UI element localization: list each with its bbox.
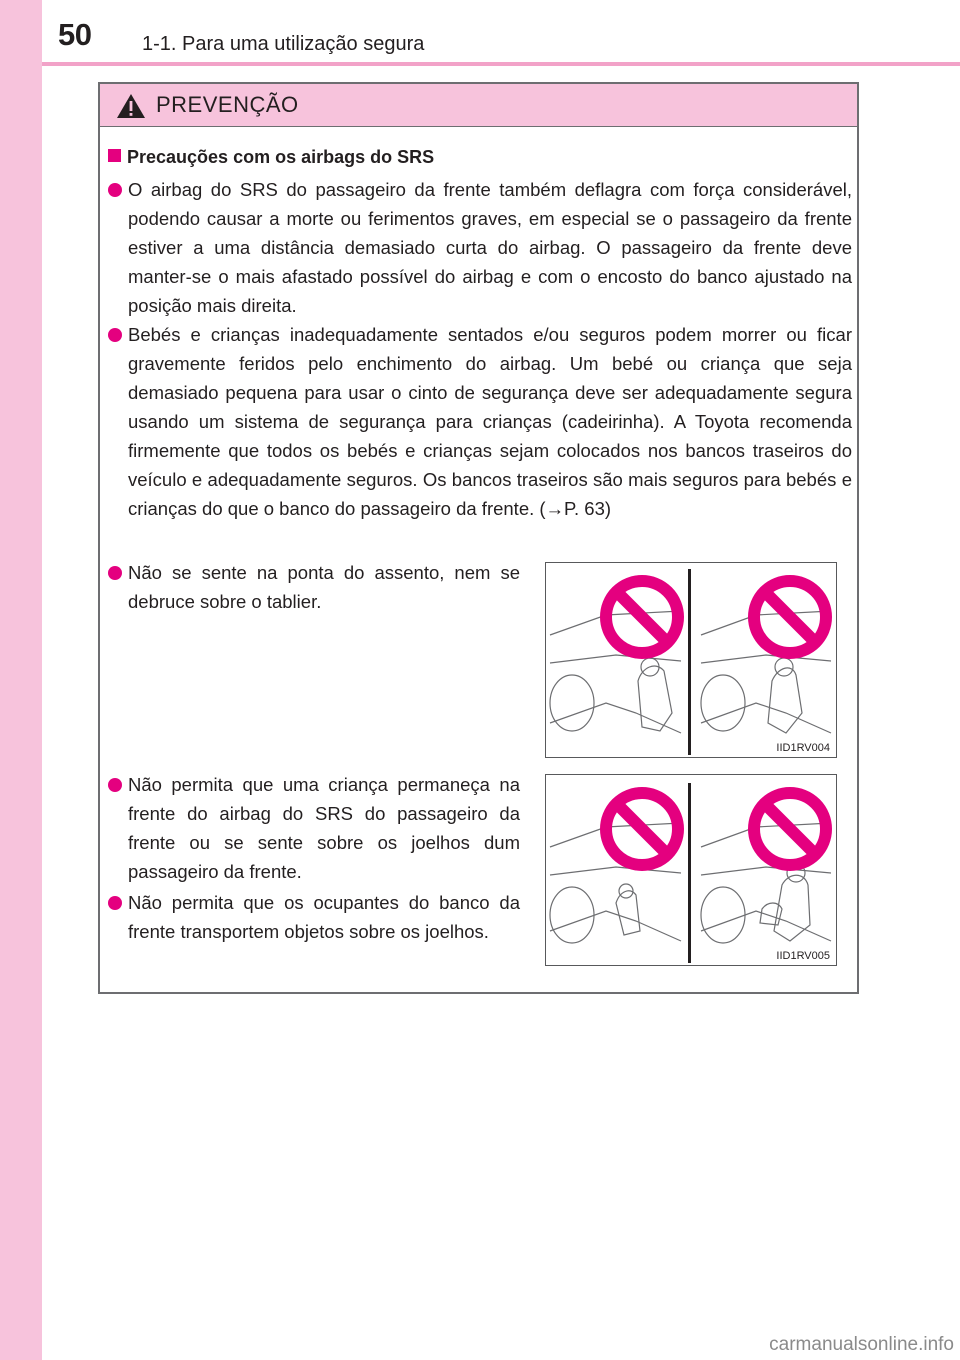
car-interior-illustration xyxy=(546,563,836,757)
list-item xyxy=(108,558,520,616)
warning-subheading xyxy=(108,146,434,168)
list-item xyxy=(108,175,852,320)
warning-header xyxy=(100,84,857,127)
list-item xyxy=(108,888,520,946)
prohibition-icon xyxy=(606,793,678,865)
subheading-text: Precauções com os airbags do SRS xyxy=(127,147,435,167)
circle-bullet-icon xyxy=(108,183,122,197)
side-color-strip xyxy=(0,0,42,1360)
page-number: 50 xyxy=(58,17,92,52)
list-item-text: Não permita que uma criança permaneça na frente do airbag do SRS do passageiro da frente ou se sente sobre os joelhos dum passageiro da frente. xyxy=(128,774,520,882)
list-item-text: Não permita que os ocupantes do banco da frente transportem objetos sobre os joelhos. xyxy=(128,892,520,942)
circle-bullet-icon xyxy=(108,328,122,342)
section-title: 1-1. Para uma utilização segura xyxy=(142,33,425,55)
list-item-text: O airbag do SRS do passageiro da frente também deflagra com força considerável, podendo causar a morte ou ferimentos graves, em especial se o passageiro da frente estiver a uma distância demasiado curta do airbag. O passageiro da frente deve manter-se o mais afastado possível do airbag e com o encosto do banco ajustado na posição mais direita. xyxy=(128,179,852,316)
list-item-text: Não se sente na ponta do assento, nem se debruce sobre o tablier. xyxy=(128,562,520,612)
warning-triangle-icon xyxy=(116,93,146,119)
list-item xyxy=(108,770,520,886)
list-item-text: Bebés e crianças inadequadamente sentados e/ou seguros podem morrer ou ficar gravemente feridos pelo enchimento do airbag. Um bebé ou criança que seja demasiado pequena para usar o cinto de segurança deve ser adequadamente segura usando um sistema de segurança para crianças (cadeirinha). A Toyota recomenda firmemente que todos os bebés e crianças sejam colocados nos bancos traseiros do veículo e adequadamente seguros. Os bancos traseiros são mais seguros para bebés e crianças do que o banco do passageiro da frente. (→P. 63) xyxy=(128,324,852,519)
watermark-text: carmanualsonline.info xyxy=(769,1334,954,1355)
warning-title: PREVENÇÃO xyxy=(156,92,299,117)
illustration-leaning-occupant xyxy=(545,562,837,758)
warning-box xyxy=(98,82,859,994)
list-item xyxy=(108,320,852,523)
prohibition-icon xyxy=(606,581,678,653)
prohibition-icon xyxy=(754,581,826,653)
prohibition-icon xyxy=(754,793,826,865)
car-interior-illustration xyxy=(546,775,836,965)
illustration-code: IID1RV005 xyxy=(776,950,830,962)
square-bullet-icon xyxy=(108,149,121,162)
illustration-code: IID1RV004 xyxy=(776,742,830,754)
circle-bullet-icon xyxy=(108,896,122,910)
circle-bullet-icon xyxy=(108,778,122,792)
circle-bullet-icon xyxy=(108,566,122,580)
header-rule xyxy=(42,62,960,66)
illustration-child-on-lap xyxy=(545,774,837,966)
